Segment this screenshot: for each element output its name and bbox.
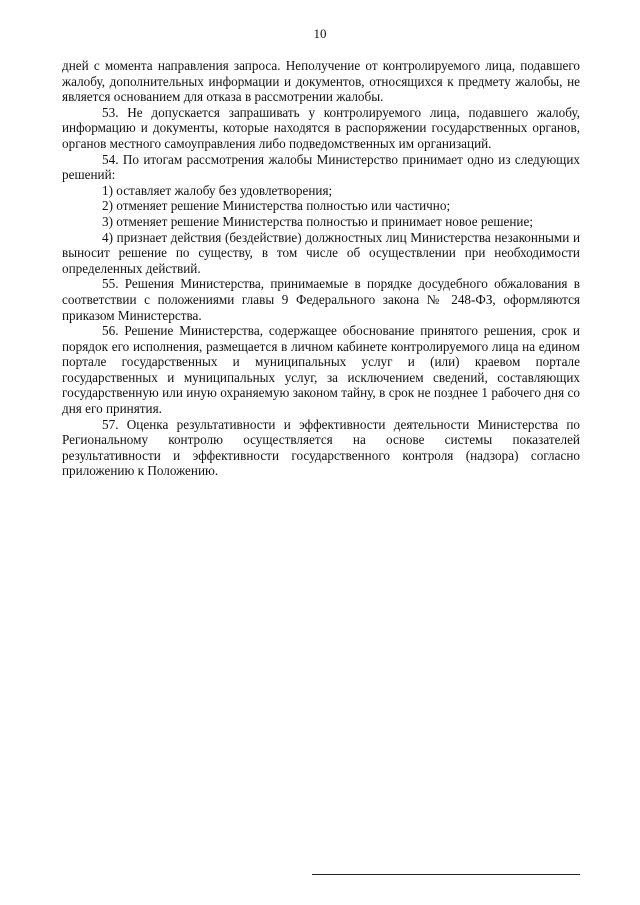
paragraph-54: 54. По итогам рассмотрения жалобы Министерство принимает одно из следующих решений: [62,151,580,183]
paragraph-57: 57. Оценка результативности и эффективности деятельности Министерства по Региональному контролю осуществляется на основе системы показателей результативности и эффективности государственного контроля (надзора) согласно приложению к Положению. [62,416,580,479]
paragraph-continuation: дней с момента направления запроса. Неполучение от контролируемого лица, подавшего жалобу, дополнительных информации и документов, относящихся к предмету жалобы, не является основанием для отказа в рассмотрении жалобы. [62,58,580,105]
list-item-1: 1) оставляет жалобу без удовлетворения; [102,182,333,198]
footer-divider [312,874,580,875]
list-item-2: 2) отменяет решение Министерства полностью или частично; [102,198,451,214]
paragraph-53: 53. Не допускается запрашивать у контролируемого лица, подавшего жалобу, информацию и документы, которые находятся в распоряжении государственных органов, органов местного самоуправления либо подведомственных им организаций. [62,104,580,151]
list-item-3: 3) отменяет решение Министерства полностью и принимает новое решение; [102,213,533,229]
paragraph-55: 55. Решения Министерства, принимаемые в порядке досудебного обжалования в соответствии с положениями главы 9 Федерального закона № 248-ФЗ, оформляются приказом Министерства. [62,276,580,323]
page-number: 10 [313,26,327,41]
list-item-4: 4) признает действия (бездействие) должностных лиц Министерства незаконными и выносит решение по существу, в том числе об осуществлении при необходимости определенных действий. [62,229,580,276]
paragraph-56: 56. Решение Министерства, содержащее обоснование принятого решения, срок и порядок его исполнения, размещается в личном кабинете контролируемого лица на едином портале государственных и муниципальных услуг и (или) краевом портале государственных и муниципальных услуг, за исключением сведений, составляющих государственную или иную охраняемую законом тайну, в срок не позднее 1 рабочего дня со дня его принятия. [62,323,580,417]
document-body [62,58,580,479]
